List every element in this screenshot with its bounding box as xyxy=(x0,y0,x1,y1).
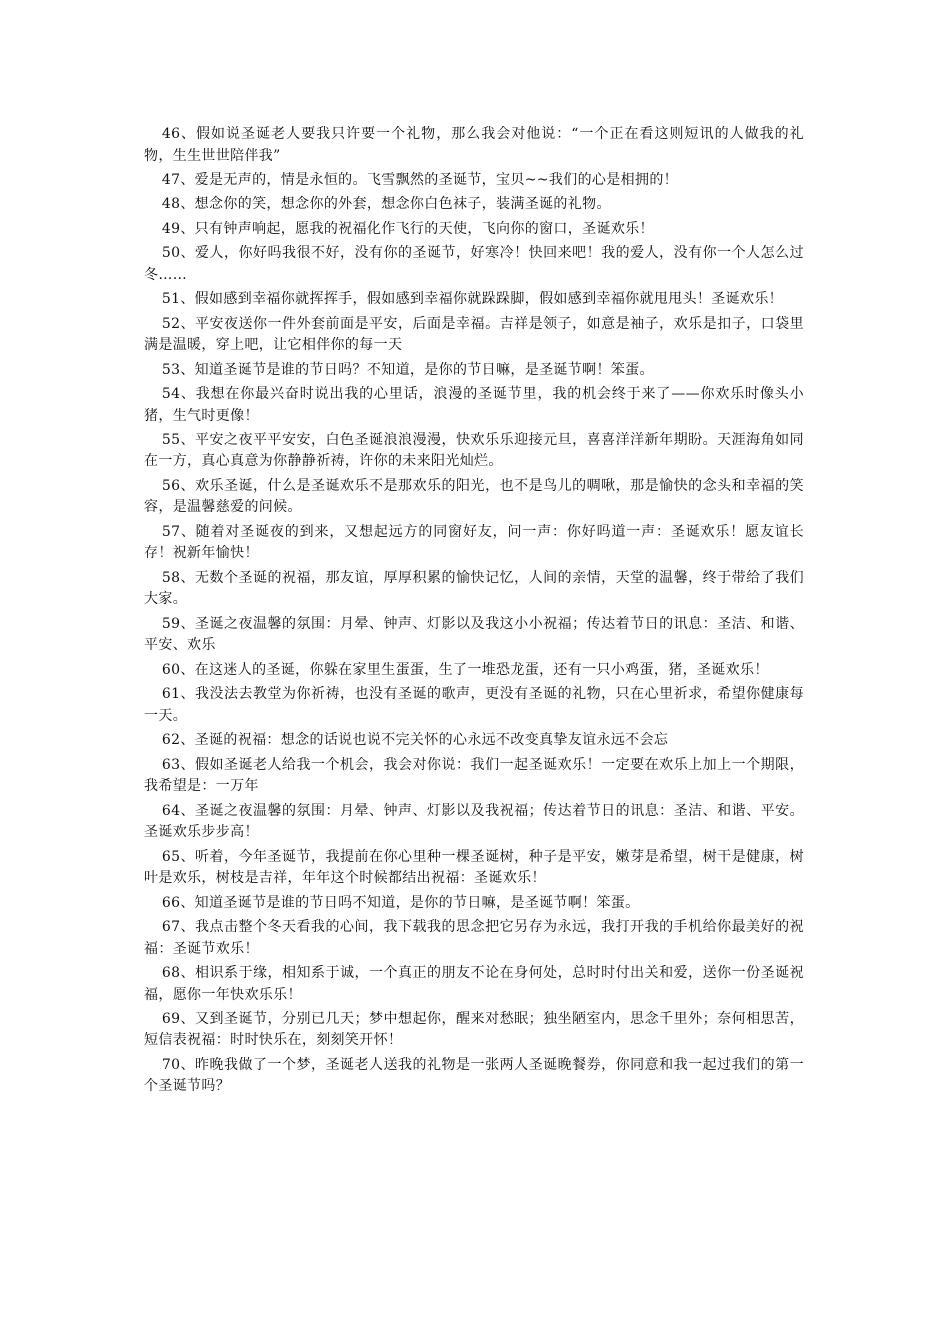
paragraph-51: 51、假如感到幸福你就挥挥手，假如感到幸福你就跺跺脚，假如感到幸福你就甩甩头！圣诞欢乐！ xyxy=(161,291,784,308)
paragraph-63: 63、假如圣诞老人给我一个机会，我会对你说：我们一起圣诞欢乐！一定要在欢乐上加上一个期限，我希望是：一万年 xyxy=(144,756,804,795)
paragraph-49: 49、只有钟声响起，愿我的祝福化作飞行的天使，飞向你的窗口，圣诞欢乐！ xyxy=(161,220,654,237)
paragraph-66: 66、知道圣诞节是谁的节日吗不知道，是你的节日嘛，是圣诞节啊！笨蛋。 xyxy=(161,894,640,911)
paragraph-47: 47、爱是无声的，情是永恒的。飞雪飘然的圣诞节，宝贝~~我们的心是相拥的！ xyxy=(161,171,679,188)
paragraph-59: 59、圣诞之夜温馨的氛围：月晕、钟声、灯影以及我这小小祝福；传达着节日的讯息：圣洁、和谐、平安、欢乐 xyxy=(144,615,804,654)
paragraph-54: 54、我想在你最兴奋时说出我的心里话，浪漫的圣诞节里，我的机会终于来了——你欢乐时像头小猪，生气时更像！ xyxy=(144,385,804,424)
paragraph-62: 62、圣诞的祝福：想念的话说也说不完关怀的心永远不改变真挚友谊永远不会忘 xyxy=(161,732,669,749)
paragraph-61: 61、我没法去教堂为你祈祷，也没有圣诞的歌声，更没有圣诞的礼物，只在心里祈求，希望你健康每一天。 xyxy=(144,686,804,724)
paragraph-46: 46、假如说圣诞老人要我只许要一个礼物，那么我会对他说：“一个正在看这则短讯的人做我的礼物，生生世世陪伴我” xyxy=(144,126,804,164)
paragraph-64: 64、圣诞之夜温馨的氛围：月晕、钟声、灯影以及我祝福；传达着节日的讯息：圣洁、和谐、平安。圣诞欢乐步步高！ xyxy=(144,802,804,841)
document-body xyxy=(144,124,804,1101)
paragraph-58: 58、无数个圣诞的祝福，那友谊，厚厚积累的愉快记忆，人间的亲情，天堂的温馨，终于带给了我们大家。 xyxy=(144,569,804,608)
paragraph-69: 69、又到圣诞节，分别已几天；梦中想起你，醒来对愁眠；独坐陋室内，思念千里外；奈何相思苦，短信表祝福：时时快乐在，刻刻笑开怀！ xyxy=(144,1010,804,1049)
paragraph-68: 68、相识系于缘，相知系于诚，一个真正的朋友不论在身何处，总时时付出关和爱，送你一份圣诞祝福，愿你一年快欢乐乐！ xyxy=(144,964,804,1003)
paragraph-60: 60、在这迷人的圣诞，你躲在家里生蛋蛋，生了一堆恐龙蛋，还有一只小鸡蛋，猪，圣诞欢乐！ xyxy=(161,661,769,678)
paragraph-56: 56、欢乐圣诞，什么是圣诞欢乐不是那欢乐的阳光，也不是鸟儿的啁啾，那是愉快的念头和幸福的笑容，是温馨慈爱的问候。 xyxy=(144,477,804,516)
paragraph-67: 67、我点击整个冬天看我的心间，我下载我的思念把它另存为永远，我打开我的手机给你最美好的祝福：圣诞节欢乐！ xyxy=(144,918,804,957)
paragraph-48: 48、想念你的笑，想念你的外套，想念你白色袜子，装满圣诞的礼物。 xyxy=(161,196,611,213)
paragraph-53: 53、知道圣诞节是谁的节日吗？不知道，是你的节日嘛，是圣诞节啊！笨蛋。 xyxy=(161,361,654,378)
paragraph-55: 55、平安之夜平平安安，白色圣诞浪浪漫漫，快欢乐乐迎接元旦，喜喜洋洋新年期盼。天涯海角如同在一方，真心真意为你静静祈祷，许你的未来阳光灿烂。 xyxy=(144,431,804,470)
paragraph-70: 70、昨晚我做了一个梦，圣诞老人送我的礼物是一张两人圣诞晚餐券，你同意和我一起过我们的第一个圣诞节吗？ xyxy=(144,1056,804,1095)
paragraph-65: 65、听着，今年圣诞节，我提前在你心里种一棵圣诞树，种子是平安，嫩芽是希望，树干是健康，树叶是欢乐，树枝是吉祥，年年这个时候都结出祝福：圣诞欢乐！ xyxy=(144,848,804,887)
paragraph-50: 50、爱人，你好吗我很不好，没有你的圣诞节，好寒冷！快回来吧！我的爱人，没有你一个人怎么过冬…… xyxy=(144,245,804,283)
paragraph-57: 57、随着对圣诞夜的到来，又想起远方的同窗好友，问一声：你好吗道一声：圣诞欢乐！愿友谊长存！祝新年愉快！ xyxy=(144,523,804,562)
paragraph-52: 52、平安夜送你一件外套前面是平安，后面是幸福。吉祥是领子，如意是袖子，欢乐是扣子，口袋里满是温暖，穿上吧，让它相伴你的每一天 xyxy=(144,315,804,354)
